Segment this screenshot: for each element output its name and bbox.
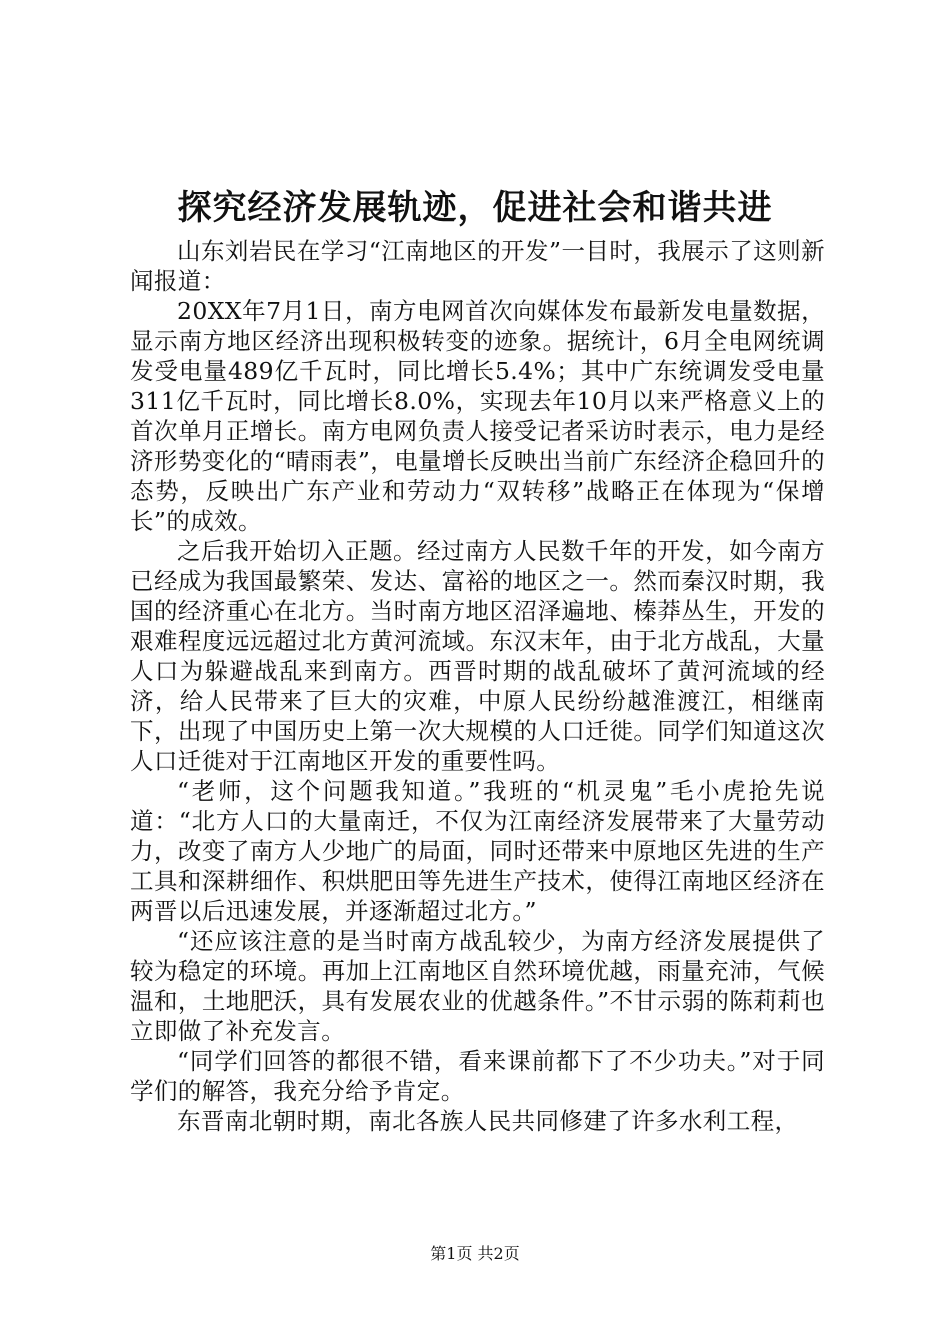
page-title: 探究经济发展轨迹，促进社会和谐共进 xyxy=(177,188,773,228)
paragraph-teacher-feedback: “同学们回答的都很不错，看来课前都下了不少功夫。”对于同学们的解答，我充分给予肯定。 xyxy=(130,1047,825,1105)
paragraph-student-answer-2: “还应该注意的是当时南方战乱较少，为南方经济发展提供了较为稳定的环境。再加上江南地区自然环境优越，雨量充沛，气候温和，土地肥沃，具有发展农业的优越条件。”不甘示弱的陈莉莉也立即做了补充发言。 xyxy=(130,927,825,1045)
paragraph-continuation: 东晋南北朝时期，南北各族人民共同修建了许多水利工程， xyxy=(177,1107,799,1135)
paragraph-main-topic: 之后我开始切入正题。经过南方人民数千年的开发，如今南方已经成为我国最繁荣、发达、富裕的地区之一。然而秦汉时期，我国的经济重心在北方。当时南方地区沼泽遍地、榛莽丛生，开发的艰难程度远远超过北方黄河流域。东汉末年，由于北方战乱，大量人口为躲避战乱来到南方。西晋时期的战乱破坏了黄河流域的经济，给人民带来了巨大的灾难，中原人民纷纷越淮渡江，相继南下，出现了中国历史上第一次大规模的人口迁徙。同学们知道这次人口迁徙对于江南地区开发的重要性吗。 xyxy=(130,537,825,775)
paragraph-news-report: 20XX年7月1日，南方电网首次向媒体发布最新发电量数据，显示南方地区经济出现积极转变的迹象。据统计，6月全电网统调发受电量489亿千瓦时，同比增长5.4%；其中广东统调发受电量311亿千瓦时，同比增长8.0%，实现去年10月以来严格意义上的首次单月正增长。南方电网负责人接受记者采访时表示，电力是经济形势变化的“晴雨表”，电量增长反映出当前广东经济企稳回升的态势，反映出广东产业和劳动力“双转移”战略正在体现为“保增长”的成效。 xyxy=(130,297,825,535)
paragraph-intro: 山东刘岩民在学习“江南地区的开发”一目时，我展示了这则新闻报道： xyxy=(130,237,825,295)
page-number-footer: 第1页 共2页 xyxy=(430,1244,520,1263)
paragraph-student-answer-1: “老师，这个问题我知道。”我班的“机灵鬼”毛小虎抢先说道：“北方人口的大量南迁，不仅为江南经济发展带来了大量劳动力，改变了南方人少地广的局面，同时还带来中原地区先进的生产工具和深耕细作、积烘肥田等先进生产技术，使得江南地区经济在两晋以后迅速发展，并逐渐超过北方。” xyxy=(130,777,825,925)
document-body xyxy=(130,236,825,1136)
